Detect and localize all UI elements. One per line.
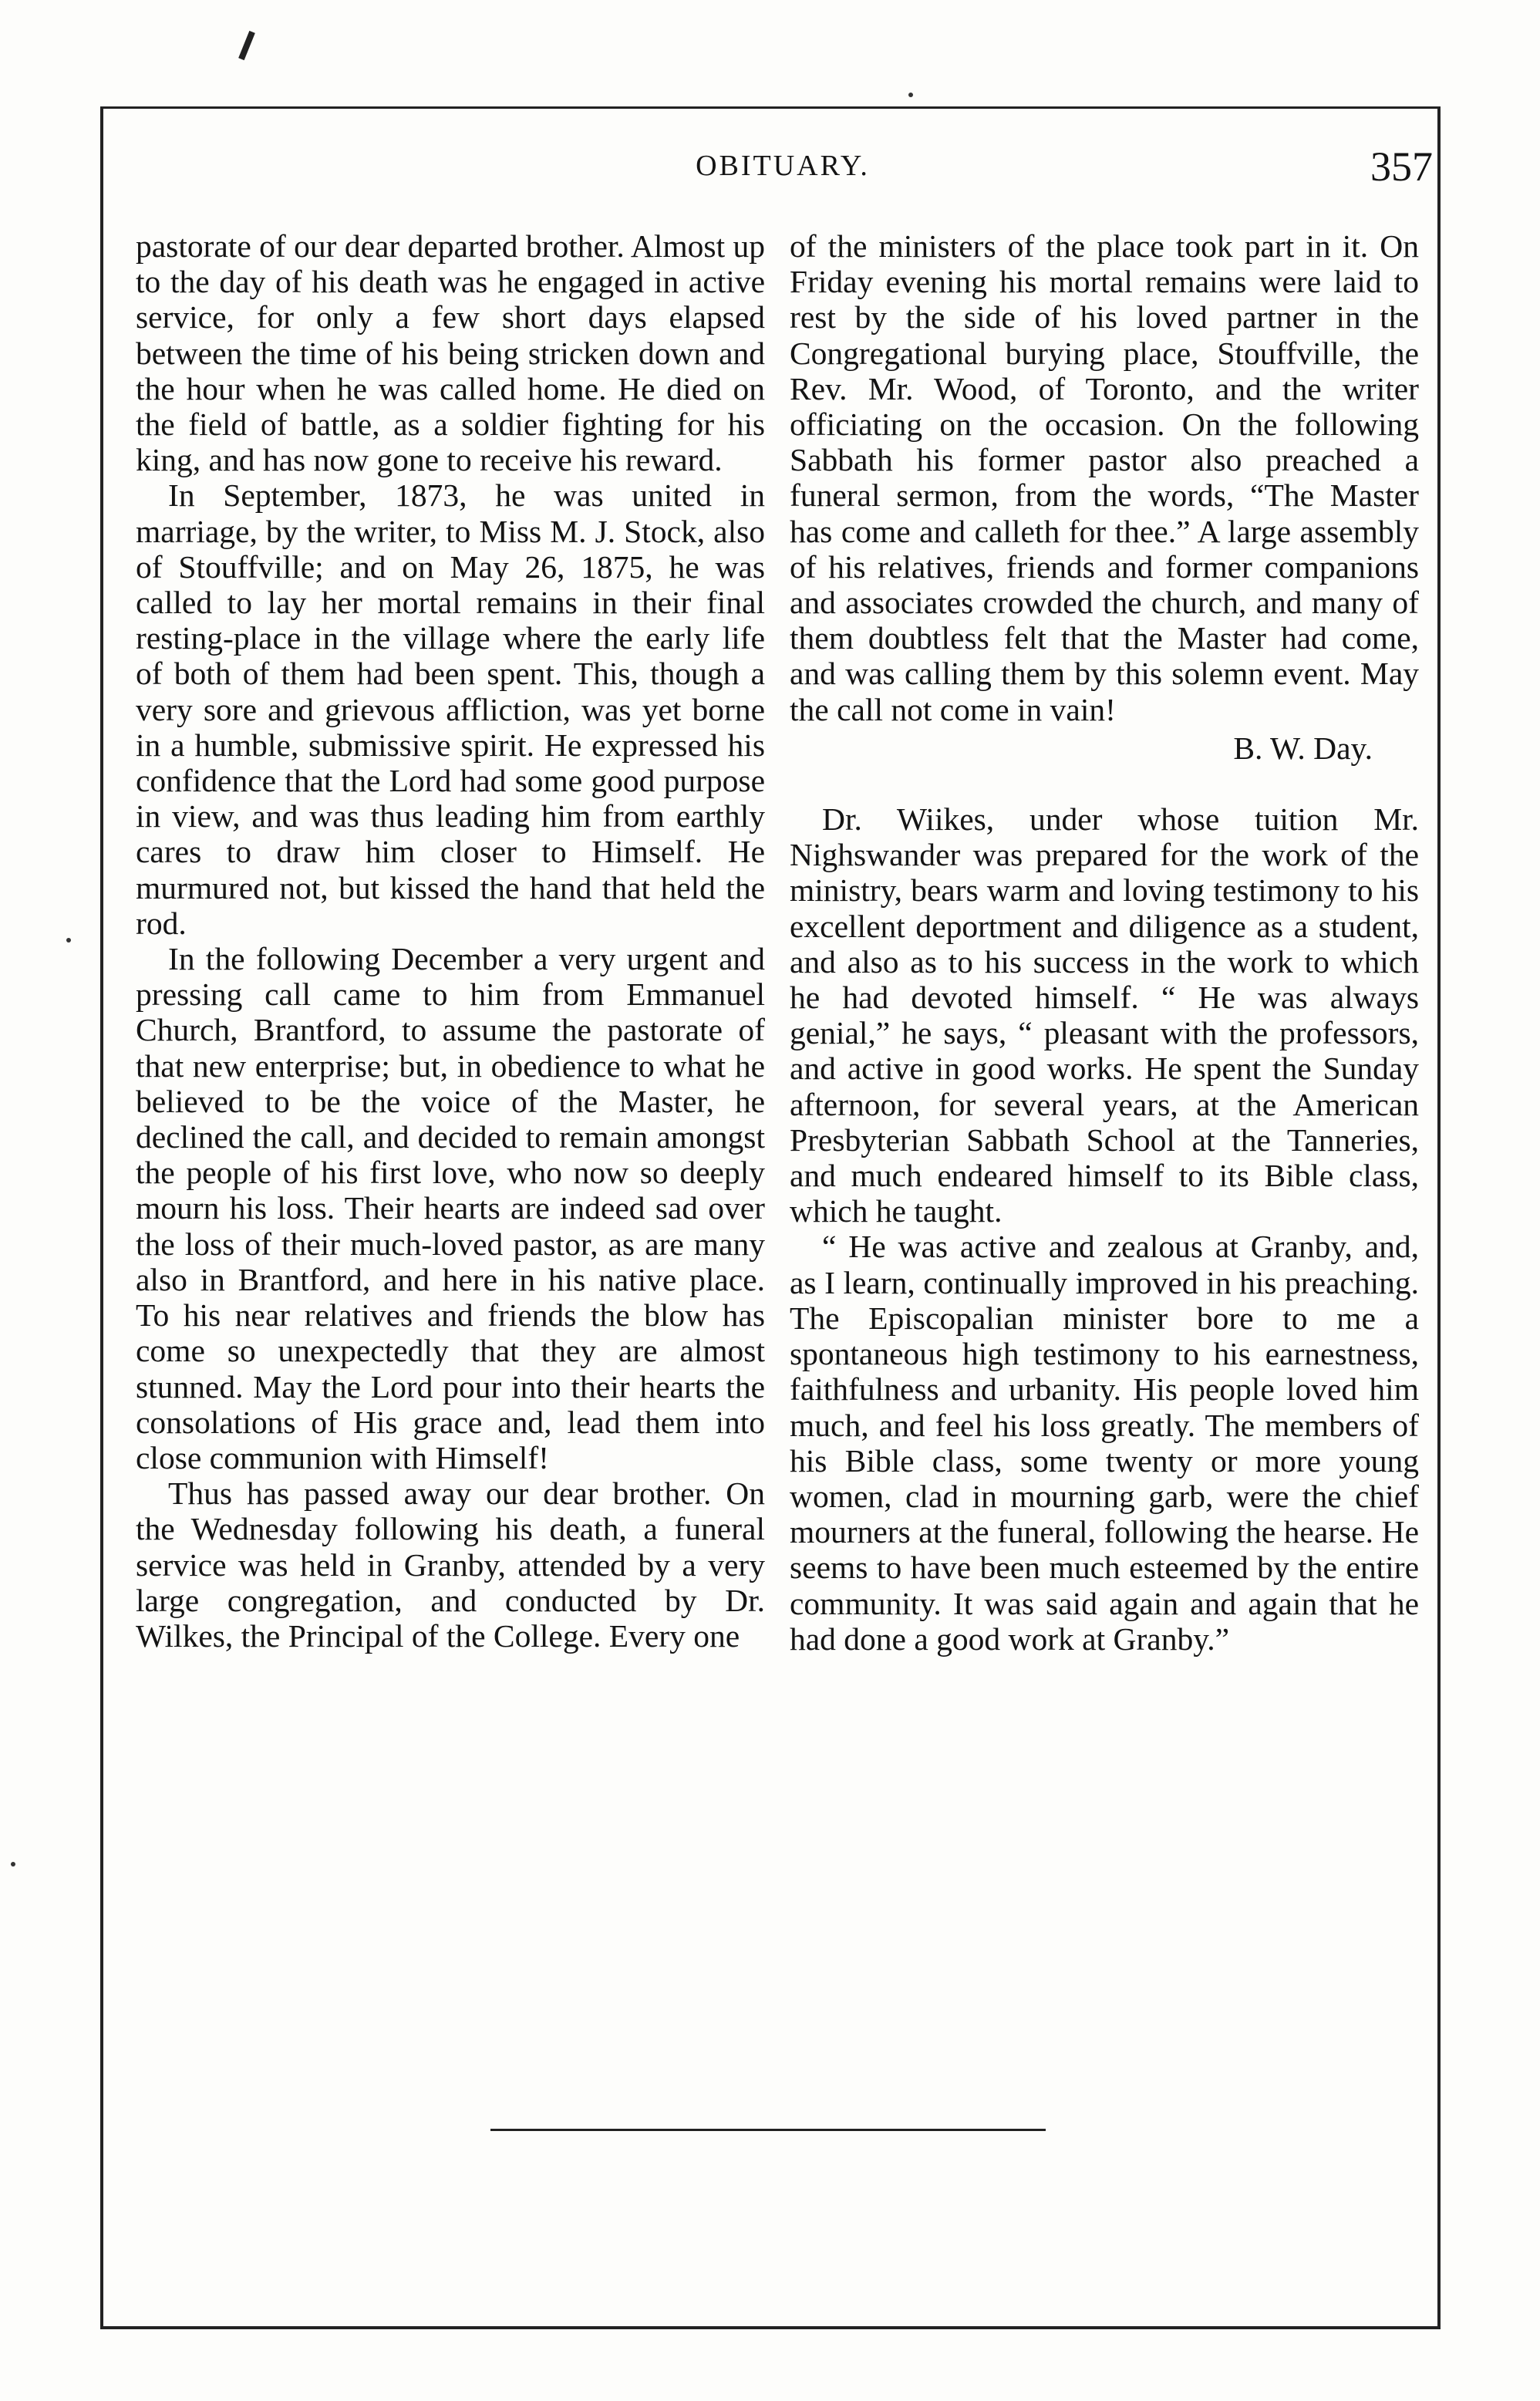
paragraph: Thus has passed away our dear brother. On the Wednesday following his death, a funeral service was held in Granby, attended by a very large congregation, and conducted by Dr. Wilkes, the Principal of the College. Every one — [136, 1475, 765, 1654]
author-signature: B. W. Day. — [1233, 730, 1373, 766]
paragraph: “ He was active and zealous at Granby, and, as I learn, continually improved in his preaching. The Episcopalian minister bore to me a spontaneous high testimony to his earnestness, faithfulness and urbanity. His people loved him much, and feel his loss greatly. The members of his Bible class, some twenty or more young women, clad in mourning garb, were the chief mourners at the funeral, following the hearse. He seems to have been much esteemed by the entire community. It was said again and again that he had done a good work at Granby.” — [790, 1229, 1419, 1657]
section-gap — [790, 766, 1419, 801]
paragraph: In September, 1873, he was united in marriage, by the writer, to Miss M. J. Stock, also of Stouffville; and on May 26, 1875, he was called to lay her mortal remains in their final resting-place in the village where the early life of both of them had been spent. This, though a very sore and grievous affliction, was yet borne in a humble, submissive spirit. He expressed his confidence that the Lord had some good purpose in view, and was thus leading him from earthly cares to draw him closer to Himself. He murmured not, but kissed the hand that held the rod. — [136, 477, 765, 941]
page-title: OBITUARY. — [696, 150, 870, 182]
left-column — [136, 228, 765, 1654]
paragraph: In the following December a very urgent and pressing call came to him from Emmanuel Church, Brantford, to assume the pastorate of that new enterprise; but, in obedience to what he believed to be the voice of the Master, he declined the call, and decided to remain amongst the people of his first love, who now so deeply mourn his loss. Their hearts are indeed sad over the loss of their much-loved pastor, as are many also in Brantford, and here in his native place. To his near relatives and friends the blow has come so unexpectedly that they are almost stunned. May the Lord pour into their hearts the consolations of His grace and, lead them into close communion with Himself! — [136, 941, 765, 1475]
paragraph: of the ministers of the place took part in it. On Friday evening his mortal remains were laid to rest by the side of his loved partner in the Congregational burying place, Stouffville, the Rev. Mr. Wood, of Toronto, and the writer officiating on the occasion. On the following Sabbath his former pastor also preached a funeral sermon, from the words, “The Master has come and calleth for thee.” A large assembly of his relatives, friends and former companions and associates crowded the church, and many of them doubtless felt that the Master had come, and was calling them by this solemn event. May the call not come in vain! — [790, 228, 1419, 727]
page-number: 357 — [1370, 143, 1433, 190]
paragraph: pastorate of our dear departed brother. Almost up to the day of his death was he engaged in active service, for only a few short days elapsed between the time of his being stricken down and the hour when he was called home. He died on the field of battle, as a soldier fighting for his king, and has now gone to receive his reward. — [136, 228, 765, 478]
ink-speck — [11, 1862, 15, 1867]
stray-pen-mark — [238, 31, 255, 60]
paragraph: Dr. Wiikes, under whose tuition Mr. Nighswander was prepared for the work of the ministry, bears warm and loving testimony to his excellent deportment and diligence as a student, and also as to his success in the work to which he had devoted himself. “ He was always genial,” he says, “ pleasant with the professors, and active in good works. He spent the Sunday afternoon, for several years, at the American Presbyterian Sabbath School at the Tanneries, and much endeared himself to its Bible class, which he taught. — [790, 801, 1419, 1229]
ink-speck — [908, 93, 913, 97]
end-rule — [490, 2129, 1046, 2131]
ink-speck — [66, 938, 71, 943]
running-head — [131, 143, 1434, 189]
right-column — [790, 228, 1419, 1657]
